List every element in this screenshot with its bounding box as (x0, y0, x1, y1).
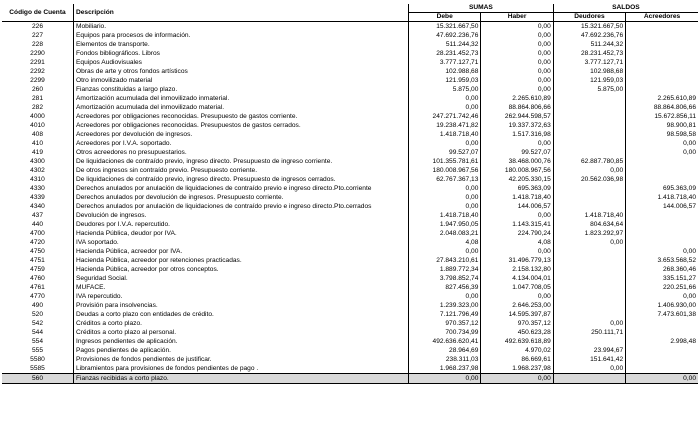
account-code: 4751 (2, 256, 74, 265)
account-description: Ingresos pendientes de aplicación. (74, 337, 409, 346)
haber-value: 695.363,09 (481, 184, 553, 193)
deudores-value: 1.823.292,97 (553, 229, 625, 238)
account-code: 542 (2, 319, 74, 328)
account-code: 282 (2, 103, 74, 112)
account-code: 4760 (2, 274, 74, 283)
acreedores-value: 1.418.718,40 (657, 194, 696, 201)
haber-value: 0,00 (481, 85, 553, 94)
debe-value: 19.238.471,82 (409, 121, 481, 130)
haber-value: 86.669,61 (481, 355, 553, 364)
haber-value: 2.646.253,00 (481, 301, 553, 310)
header-debe: Debe (409, 13, 481, 22)
debe-value: 0,00 (409, 374, 481, 384)
deudores-value: 0,00 (553, 166, 625, 175)
account-description: Derechos anulados por anulación de liquidaciones de contraído previo e ingreso directo.Pto.cerrados (74, 202, 409, 211)
debe-value: 0,00 (409, 184, 481, 193)
haber-value: 970.357,12 (481, 319, 553, 328)
table-row (2, 292, 698, 301)
account-description: Deudas a corto plazo con entidades de crédito. (74, 310, 409, 319)
haber-value: 0,00 (481, 76, 553, 85)
account-description: Amortización acumulada del inmovilizado inmaterial. (74, 94, 409, 103)
table-row (2, 283, 698, 292)
account-code: 555 (2, 346, 74, 355)
acreedores-value: 220.251,66 (662, 284, 696, 291)
deudores-value (553, 292, 625, 301)
debe-value: 0,00 (409, 139, 481, 148)
account-description: Hacienda Pública, acreedor por IVA. (74, 247, 409, 256)
account-description: Provisión para insolvencias. (74, 301, 409, 310)
acreedores-value: 0,00 (626, 374, 698, 384)
account-code: 490 (2, 301, 74, 310)
haber-value: 0,00 (481, 374, 553, 384)
haber-value: 0,00 (481, 247, 553, 256)
account-code: 4010 (2, 121, 74, 130)
account-description: Obras de arte y otros fondos artísticos (74, 67, 409, 76)
account-description: Amortización acumulada del inmovilizado material. (74, 103, 409, 112)
haber-value: 19.337.372,63 (481, 121, 553, 130)
acreedores-value (626, 76, 698, 85)
acreedores-value (626, 346, 698, 355)
acreedores-value (626, 355, 698, 364)
acreedores-value: 15.672.856,11 (654, 113, 696, 120)
account-code: 4770 (2, 292, 74, 301)
header-row-groups (2, 4, 698, 13)
table-body (2, 22, 698, 384)
acreedores-value (626, 175, 698, 184)
acreedores-value (626, 157, 698, 166)
deudores-value: 511.244,32 (553, 40, 625, 49)
debe-value: 492.636.620,41 (409, 337, 481, 346)
table-row (2, 301, 698, 310)
haber-value: 1.968.237,98 (481, 364, 553, 374)
deudores-value: 28.231.452,73 (553, 49, 625, 58)
table-row (2, 67, 698, 76)
deudores-value (553, 94, 625, 103)
acreedores-value: 88.864.806,66 (653, 104, 696, 111)
table-row (2, 256, 698, 265)
haber-value: 0,00 (481, 67, 553, 76)
account-description: Provisiones de fondos pendientes de justificar. (74, 355, 409, 364)
deudores-value (553, 103, 625, 112)
debe-value: 970.357,12 (409, 319, 481, 328)
account-description: Deudores por I.V.A. repercutido. (74, 220, 409, 229)
account-code: 4759 (2, 265, 74, 274)
table-row (2, 94, 698, 103)
account-description: De liquidaciones de contraído previo, ingreso directo. Presupuesto de ingreso corriente. (74, 157, 409, 166)
account-description: Fianzas recibidas a corto plazo. (74, 374, 409, 384)
account-description: MUFACE. (74, 283, 409, 292)
account-description: Créditos a corto plazo al personal. (74, 328, 409, 337)
account-description: IVA soportado. (74, 238, 409, 247)
haber-value: 224.790,24 (481, 229, 553, 238)
debe-value: 28.231.452,73 (409, 49, 481, 58)
debe-value: 4,08 (409, 238, 481, 247)
header-sumas: SUMAS (409, 4, 554, 13)
acreedores-value: 1.406.930,00 (657, 302, 696, 309)
account-description: Devolución de ingresos. (74, 211, 409, 220)
deudores-value: 23.994,67 (553, 346, 625, 355)
account-code: 260 (2, 85, 74, 94)
acreedores-value (626, 40, 698, 49)
table-row (2, 238, 698, 247)
table-row (2, 355, 698, 364)
table-row (2, 40, 698, 49)
deudores-value: 3.777.127,71 (553, 58, 625, 67)
deudores-value (553, 274, 625, 283)
acreedores-value (626, 49, 698, 58)
header-haber: Haber (481, 13, 553, 22)
table-row (2, 175, 698, 184)
table-row (2, 103, 698, 112)
haber-value: 0,00 (481, 49, 553, 58)
deudores-value: 0,00 (553, 238, 625, 247)
haber-value: 180.008.967,56 (481, 166, 553, 175)
account-description: Fondos bibliográficos. Libros (74, 49, 409, 58)
debe-value: 3.798.852,74 (409, 274, 481, 283)
acreedores-value: 0,00 (683, 140, 696, 147)
table-row (2, 310, 698, 319)
debe-value: 28.964,69 (409, 346, 481, 355)
debe-value: 15.321.667,50 (409, 22, 481, 32)
acreedores-value (626, 85, 698, 94)
deudores-value: 0,00 (553, 364, 625, 374)
haber-value: 4.970,02 (481, 346, 553, 355)
debe-value: 2.048.083,21 (409, 229, 481, 238)
debe-value: 1.239.323,00 (409, 301, 481, 310)
debe-value: 1.947.950,05 (409, 220, 481, 229)
haber-value: 450.623,28 (481, 328, 553, 337)
debe-value: 0,00 (409, 247, 481, 256)
debe-value: 0,00 (409, 292, 481, 301)
table-row (2, 76, 698, 85)
deudores-value: 0,00 (553, 319, 625, 328)
acreedores-value: 7.473.601,38 (657, 311, 696, 318)
acreedores-value: 695.363,09 (662, 185, 696, 192)
account-description: Acreedores por obligaciones reconocidas. Presupuesto de gastos corriente. (74, 112, 409, 121)
table-row (2, 121, 698, 130)
haber-value: 1.418.718,40 (481, 193, 553, 202)
debe-value: 180.008.967,56 (409, 166, 481, 175)
account-description: Acreedores por devolución de ingresos. (74, 130, 409, 139)
deudores-value: 1.418.718,40 (553, 211, 625, 220)
account-code: 560 (2, 374, 74, 384)
table-row (2, 364, 698, 374)
acreedores-value (626, 31, 698, 40)
deudores-value: 47.692.236,76 (553, 31, 625, 40)
haber-value: 0,00 (481, 40, 553, 49)
account-description: Derechos anulados por anulación de liquidaciones de contraído previo e ingreso directo.Pto.corriente (74, 184, 409, 193)
account-description: Hacienda Pública, acreedor por retenciones practicadas. (74, 256, 409, 265)
haber-value: 0,00 (481, 22, 553, 32)
haber-value: 2.158.132,80 (481, 265, 553, 274)
acreedores-value (626, 166, 698, 175)
deudores-value (553, 256, 625, 265)
account-code: 437 (2, 211, 74, 220)
account-code: 408 (2, 130, 74, 139)
table-row (2, 184, 698, 193)
table-row (2, 22, 698, 32)
acreedores-value (626, 211, 698, 220)
account-code: 440 (2, 220, 74, 229)
header-saldos: SALDOS (553, 4, 698, 13)
deudores-value (553, 139, 625, 148)
table-row (2, 31, 698, 40)
deudores-value (553, 374, 625, 384)
table-row (2, 337, 698, 346)
acreedores-value: 2.998,48 (670, 338, 696, 345)
debe-value: 1.418.718,40 (409, 211, 481, 220)
balance-table (2, 4, 698, 384)
table-row (2, 58, 698, 67)
account-code: 554 (2, 337, 74, 346)
haber-value: 4.134.004,01 (481, 274, 553, 283)
debe-value: 0,00 (409, 202, 481, 211)
table-row (2, 374, 698, 384)
acreedores-value: 98.598,58 (666, 131, 696, 138)
deudores-value (553, 247, 625, 256)
deudores-value: 250.111,71 (553, 328, 625, 337)
account-description: Derechos anulados por devolución de ingresos. Presupuesto corriente. (74, 193, 409, 202)
debe-value: 247.271.742,46 (409, 112, 481, 121)
deudores-value (553, 337, 625, 346)
deudores-value (553, 193, 625, 202)
haber-value: 144.006,57 (481, 202, 553, 211)
deudores-value: 102.988,68 (553, 67, 625, 76)
account-description: Fianzas constituidas a largo plazo. (74, 85, 409, 94)
deudores-value: 62.887.780,85 (553, 157, 625, 166)
account-description: Hacienda Pública, acreedor por otros conceptos. (74, 265, 409, 274)
haber-value: 0,00 (481, 31, 553, 40)
deudores-value (553, 283, 625, 292)
table-row (2, 157, 698, 166)
account-code: 4300 (2, 157, 74, 166)
deudores-value (553, 265, 625, 274)
table-row (2, 274, 698, 283)
haber-value: 0,00 (481, 211, 553, 220)
debe-value: 99.527,07 (409, 148, 481, 157)
haber-value: 1.143.315,41 (481, 220, 553, 229)
deudores-value (553, 202, 625, 211)
account-description: Otro inmovilizado material (74, 76, 409, 85)
account-description: Equipos para procesos de información. (74, 31, 409, 40)
deudores-value (553, 184, 625, 193)
deudores-value: 121.959,03 (553, 76, 625, 85)
debe-value: 238.311,03 (409, 355, 481, 364)
header-deudores: Deudores (553, 13, 625, 22)
haber-value: 0,00 (481, 292, 553, 301)
debe-value: 0,00 (409, 193, 481, 202)
debe-value: 827.456,39 (409, 283, 481, 292)
deudores-value (553, 112, 625, 121)
account-code: 4310 (2, 175, 74, 184)
account-description: De otros ingresos sin contraído previo. Presupuesto corriente. (74, 166, 409, 175)
table-row (2, 319, 698, 328)
debe-value: 1.968.237,98 (409, 364, 481, 374)
table-row (2, 130, 698, 139)
debe-value: 47.692.236,76 (409, 31, 481, 40)
account-description: Acreedores por obligaciones reconocidas. Presupuestos de gastos cerrados. (74, 121, 409, 130)
deudores-value: 804.634,64 (553, 220, 625, 229)
deudores-value (553, 130, 625, 139)
debe-value: 511.244,32 (409, 40, 481, 49)
debe-value: 5.875,00 (409, 85, 481, 94)
acreedores-value: 0,00 (683, 248, 696, 255)
haber-value: 99.527,07 (481, 148, 553, 157)
debe-value: 62.767.367,13 (409, 175, 481, 184)
haber-value: 262.944.598,57 (481, 112, 553, 121)
account-code: 2299 (2, 76, 74, 85)
table-row (2, 346, 698, 355)
account-code: 5585 (2, 364, 74, 374)
table-row (2, 193, 698, 202)
account-description: IVA repercutido. (74, 292, 409, 301)
acreedores-value (626, 319, 698, 328)
deudores-value (553, 310, 625, 319)
acreedores-value (626, 22, 698, 32)
account-description: Equipos Audiovisuales (74, 58, 409, 67)
account-description: Elementos de transporte. (74, 40, 409, 49)
deudores-value: 15.321.667,50 (553, 22, 625, 32)
account-code: 419 (2, 148, 74, 157)
table-row (2, 265, 698, 274)
debe-value: 1.889.772,34 (409, 265, 481, 274)
header-codigo: Código de Cuenta (2, 4, 74, 22)
debe-value: 102.988,68 (409, 67, 481, 76)
account-code: 4700 (2, 229, 74, 238)
deudores-value: 5.875,00 (553, 85, 625, 94)
debe-value: 0,00 (409, 103, 481, 112)
account-code: 4761 (2, 283, 74, 292)
acreedores-value: 98.900,81 (666, 122, 696, 129)
haber-value: 1.047.708,05 (481, 283, 553, 292)
acreedores-value (626, 58, 698, 67)
haber-value: 14.595.397,87 (481, 310, 553, 319)
account-code: 410 (2, 139, 74, 148)
account-code: 227 (2, 31, 74, 40)
account-description: Libramientos para provisiones de fondos pendientes de pago . (74, 364, 409, 374)
haber-value: 2.265.610,89 (481, 94, 553, 103)
table-row (2, 139, 698, 148)
account-code: 4750 (2, 247, 74, 256)
acreedores-value: 144.006,57 (662, 203, 696, 210)
deudores-value: 151.641,42 (553, 355, 625, 364)
acreedores-value: 268.360,46 (662, 266, 696, 273)
account-code: 228 (2, 40, 74, 49)
account-code: 2292 (2, 67, 74, 76)
debe-value: 700.734,99 (409, 328, 481, 337)
deudores-value: 20.562.036,98 (553, 175, 625, 184)
account-code: 4339 (2, 193, 74, 202)
acreedores-value (626, 364, 698, 374)
debe-value: 0,00 (409, 94, 481, 103)
table-row (2, 229, 698, 238)
table-row (2, 211, 698, 220)
table-row (2, 220, 698, 229)
table-row (2, 112, 698, 121)
haber-value: 1.517.316,98 (481, 130, 553, 139)
account-description: Acreedores por I.V.A. soportado. (74, 139, 409, 148)
haber-value: 0,00 (481, 139, 553, 148)
debe-value: 7.121.796,49 (409, 310, 481, 319)
account-code: 520 (2, 310, 74, 319)
account-code: 4340 (2, 202, 74, 211)
header-acreedores: Acreedores (626, 13, 698, 22)
account-code: 4000 (2, 112, 74, 121)
header-descripcion: Descripción (74, 4, 409, 22)
haber-value: 42.205.330,15 (481, 175, 553, 184)
haber-value: 38.468.000,76 (481, 157, 553, 166)
debe-value: 27.843.210,61 (409, 256, 481, 265)
account-description: Otros acreedores no presupuestarios. (74, 148, 409, 157)
haber-value: 31.496.779,13 (481, 256, 553, 265)
acreedores-value: 2.265.610,89 (657, 95, 696, 102)
acreedores-value (626, 220, 698, 229)
haber-value: 4,08 (481, 238, 553, 247)
account-description: Créditos a corto plazo. (74, 319, 409, 328)
table-row (2, 49, 698, 58)
haber-value: 492.639.618,89 (481, 337, 553, 346)
deudores-value (553, 301, 625, 310)
acreedores-value: 0,00 (683, 293, 696, 300)
acreedores-value (626, 238, 698, 247)
account-code: 4330 (2, 184, 74, 193)
table-row (2, 148, 698, 157)
acreedores-value (626, 229, 698, 238)
account-code: 281 (2, 94, 74, 103)
debe-value: 1.418.718,40 (409, 130, 481, 139)
acreedores-value (626, 67, 698, 76)
table-row (2, 328, 698, 337)
acreedores-value: 3.653.568,52 (657, 257, 696, 264)
account-code: 5580 (2, 355, 74, 364)
account-description: Pagos pendientes de aplicación. (74, 346, 409, 355)
debe-value: 101.355.781,61 (409, 157, 481, 166)
table-row (2, 166, 698, 175)
acreedores-value (626, 328, 698, 337)
table-row (2, 247, 698, 256)
debe-value: 3.777.127,71 (409, 58, 481, 67)
account-description: Mobiliario. (74, 22, 409, 32)
acreedores-value: 335.151,27 (662, 275, 696, 282)
account-code: 2290 (2, 49, 74, 58)
deudores-value (553, 148, 625, 157)
account-code: 544 (2, 328, 74, 337)
deudores-value (553, 121, 625, 130)
table-row (2, 85, 698, 94)
account-code: 226 (2, 22, 74, 32)
haber-value: 88.864.806,66 (481, 103, 553, 112)
debe-value: 121.959,03 (409, 76, 481, 85)
account-code: 2291 (2, 58, 74, 67)
table-row (2, 202, 698, 211)
account-description: Seguridad Social. (74, 274, 409, 283)
account-code: 4302 (2, 166, 74, 175)
haber-value: 0,00 (481, 58, 553, 67)
account-description: Hacienda Pública, deudor por IVA. (74, 229, 409, 238)
account-code: 4720 (2, 238, 74, 247)
acreedores-value: 0,00 (683, 149, 696, 156)
account-description: De liquidaciones de contraído previo, ingreso directo. Presupuesto de ingresos cerrados. (74, 175, 409, 184)
